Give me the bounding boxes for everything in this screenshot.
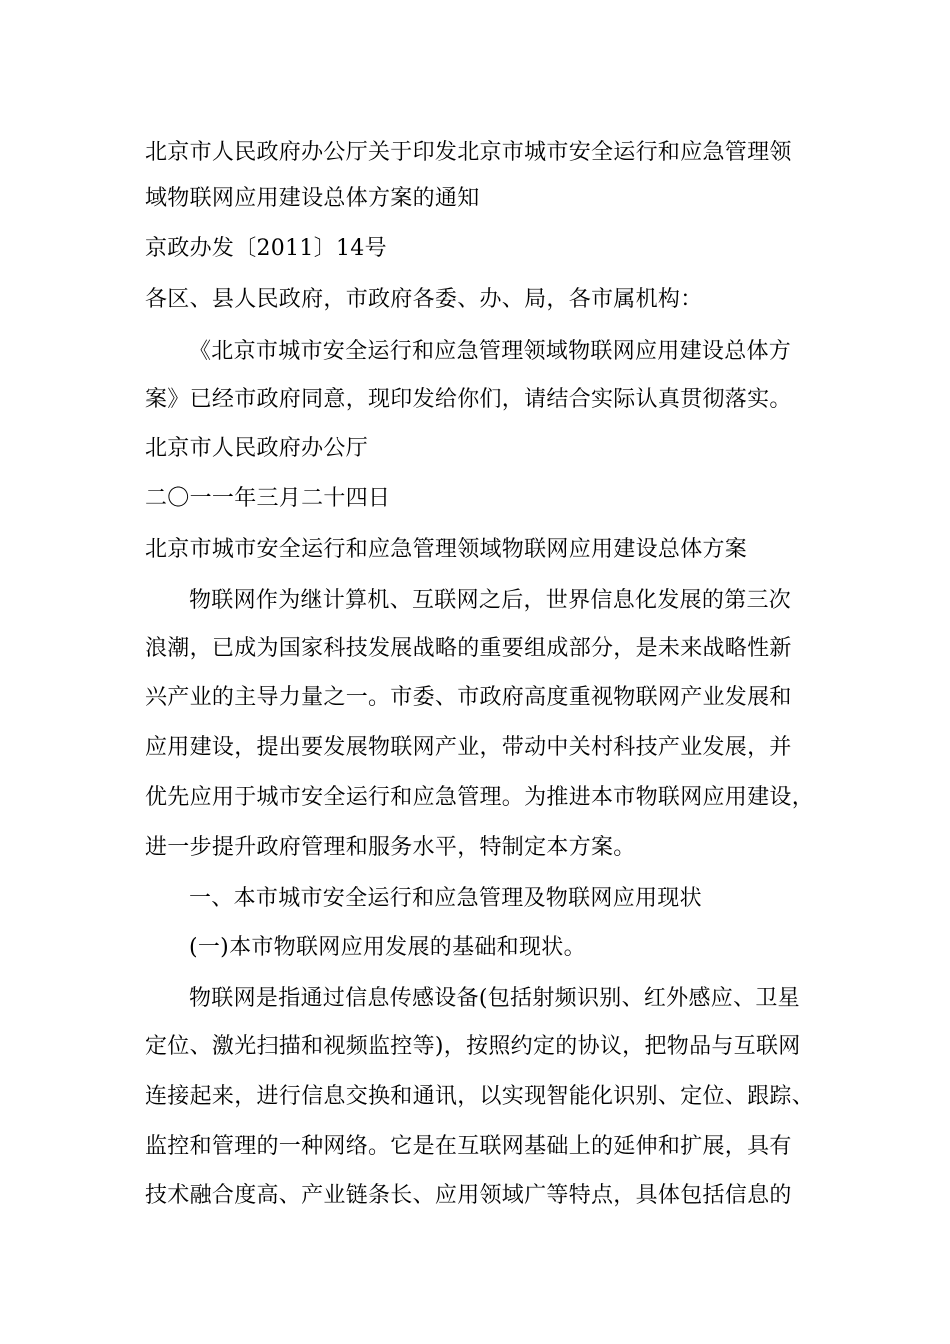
document-title-line-2: 域物联网应用建设总体方案的通知	[145, 186, 480, 211]
definition-paragraph-line: 定位、激光扫描和视频监控等)，按照约定的协议，把物品与互联网	[145, 1034, 801, 1059]
notice-paragraph-line-1: 《北京市城市安全运行和应急管理领域物联网应用建设总体方	[189, 339, 792, 364]
plan-title: 北京市城市安全运行和应急管理领域物联网应用建设总体方案	[145, 537, 748, 562]
intro-paragraph-line: 浪潮，已成为国家科技发展战略的重要组成部分，是未来战略性新	[145, 636, 792, 661]
intro-paragraph-line: 优先应用于城市安全运行和应急管理。为推进本市物联网应用建设，	[145, 785, 815, 810]
issue-date: 二〇一一年三月二十四日	[145, 486, 391, 511]
definition-paragraph-line: 连接起来，进行信息交换和通讯，以实现智能化识别、定位、跟踪、	[145, 1084, 815, 1109]
document-number: 京政办发〔2011〕14号	[145, 236, 387, 261]
intro-paragraph-line: 进一步提升政府管理和服务水平，特制定本方案。	[145, 835, 636, 860]
document-title-line-1: 北京市人民政府办公厅关于印发北京市城市安全运行和应急管理领	[145, 140, 792, 165]
section-heading: 一、本市城市安全运行和应急管理及物联网应用现状	[189, 886, 702, 911]
intro-paragraph-line: 兴产业的主导力量之一。市委、市政府高度重视物联网产业发展和	[145, 685, 792, 710]
addressee: 各区、县人民政府，市政府各委、办、局，各市属机构：	[145, 287, 703, 312]
subsection-heading: (一)本市物联网应用发展的基础和现状。	[189, 935, 586, 960]
intro-paragraph-line: 应用建设，提出要发展物联网产业，带动中关村科技产业发展，并	[145, 735, 792, 760]
definition-paragraph-line: 物联网是指通过信息传感设备(包括射频识别、红外感应、卫星	[189, 986, 800, 1011]
issuer: 北京市人民政府办公厅	[145, 436, 369, 461]
intro-paragraph-line: 物联网作为继计算机、互联网之后，世界信息化发展的第三次	[189, 588, 792, 613]
notice-paragraph-line-2: 案》已经市政府同意，现印发给你们，请结合实际认真贯彻落实。	[145, 387, 792, 412]
definition-paragraph-line: 技术融合度高、产业链条长、应用领域广等特点，具体包括信息的	[145, 1183, 792, 1208]
definition-paragraph-line: 监控和管理的一种网络。它是在互联网基础上的延伸和扩展，具有	[145, 1134, 792, 1159]
